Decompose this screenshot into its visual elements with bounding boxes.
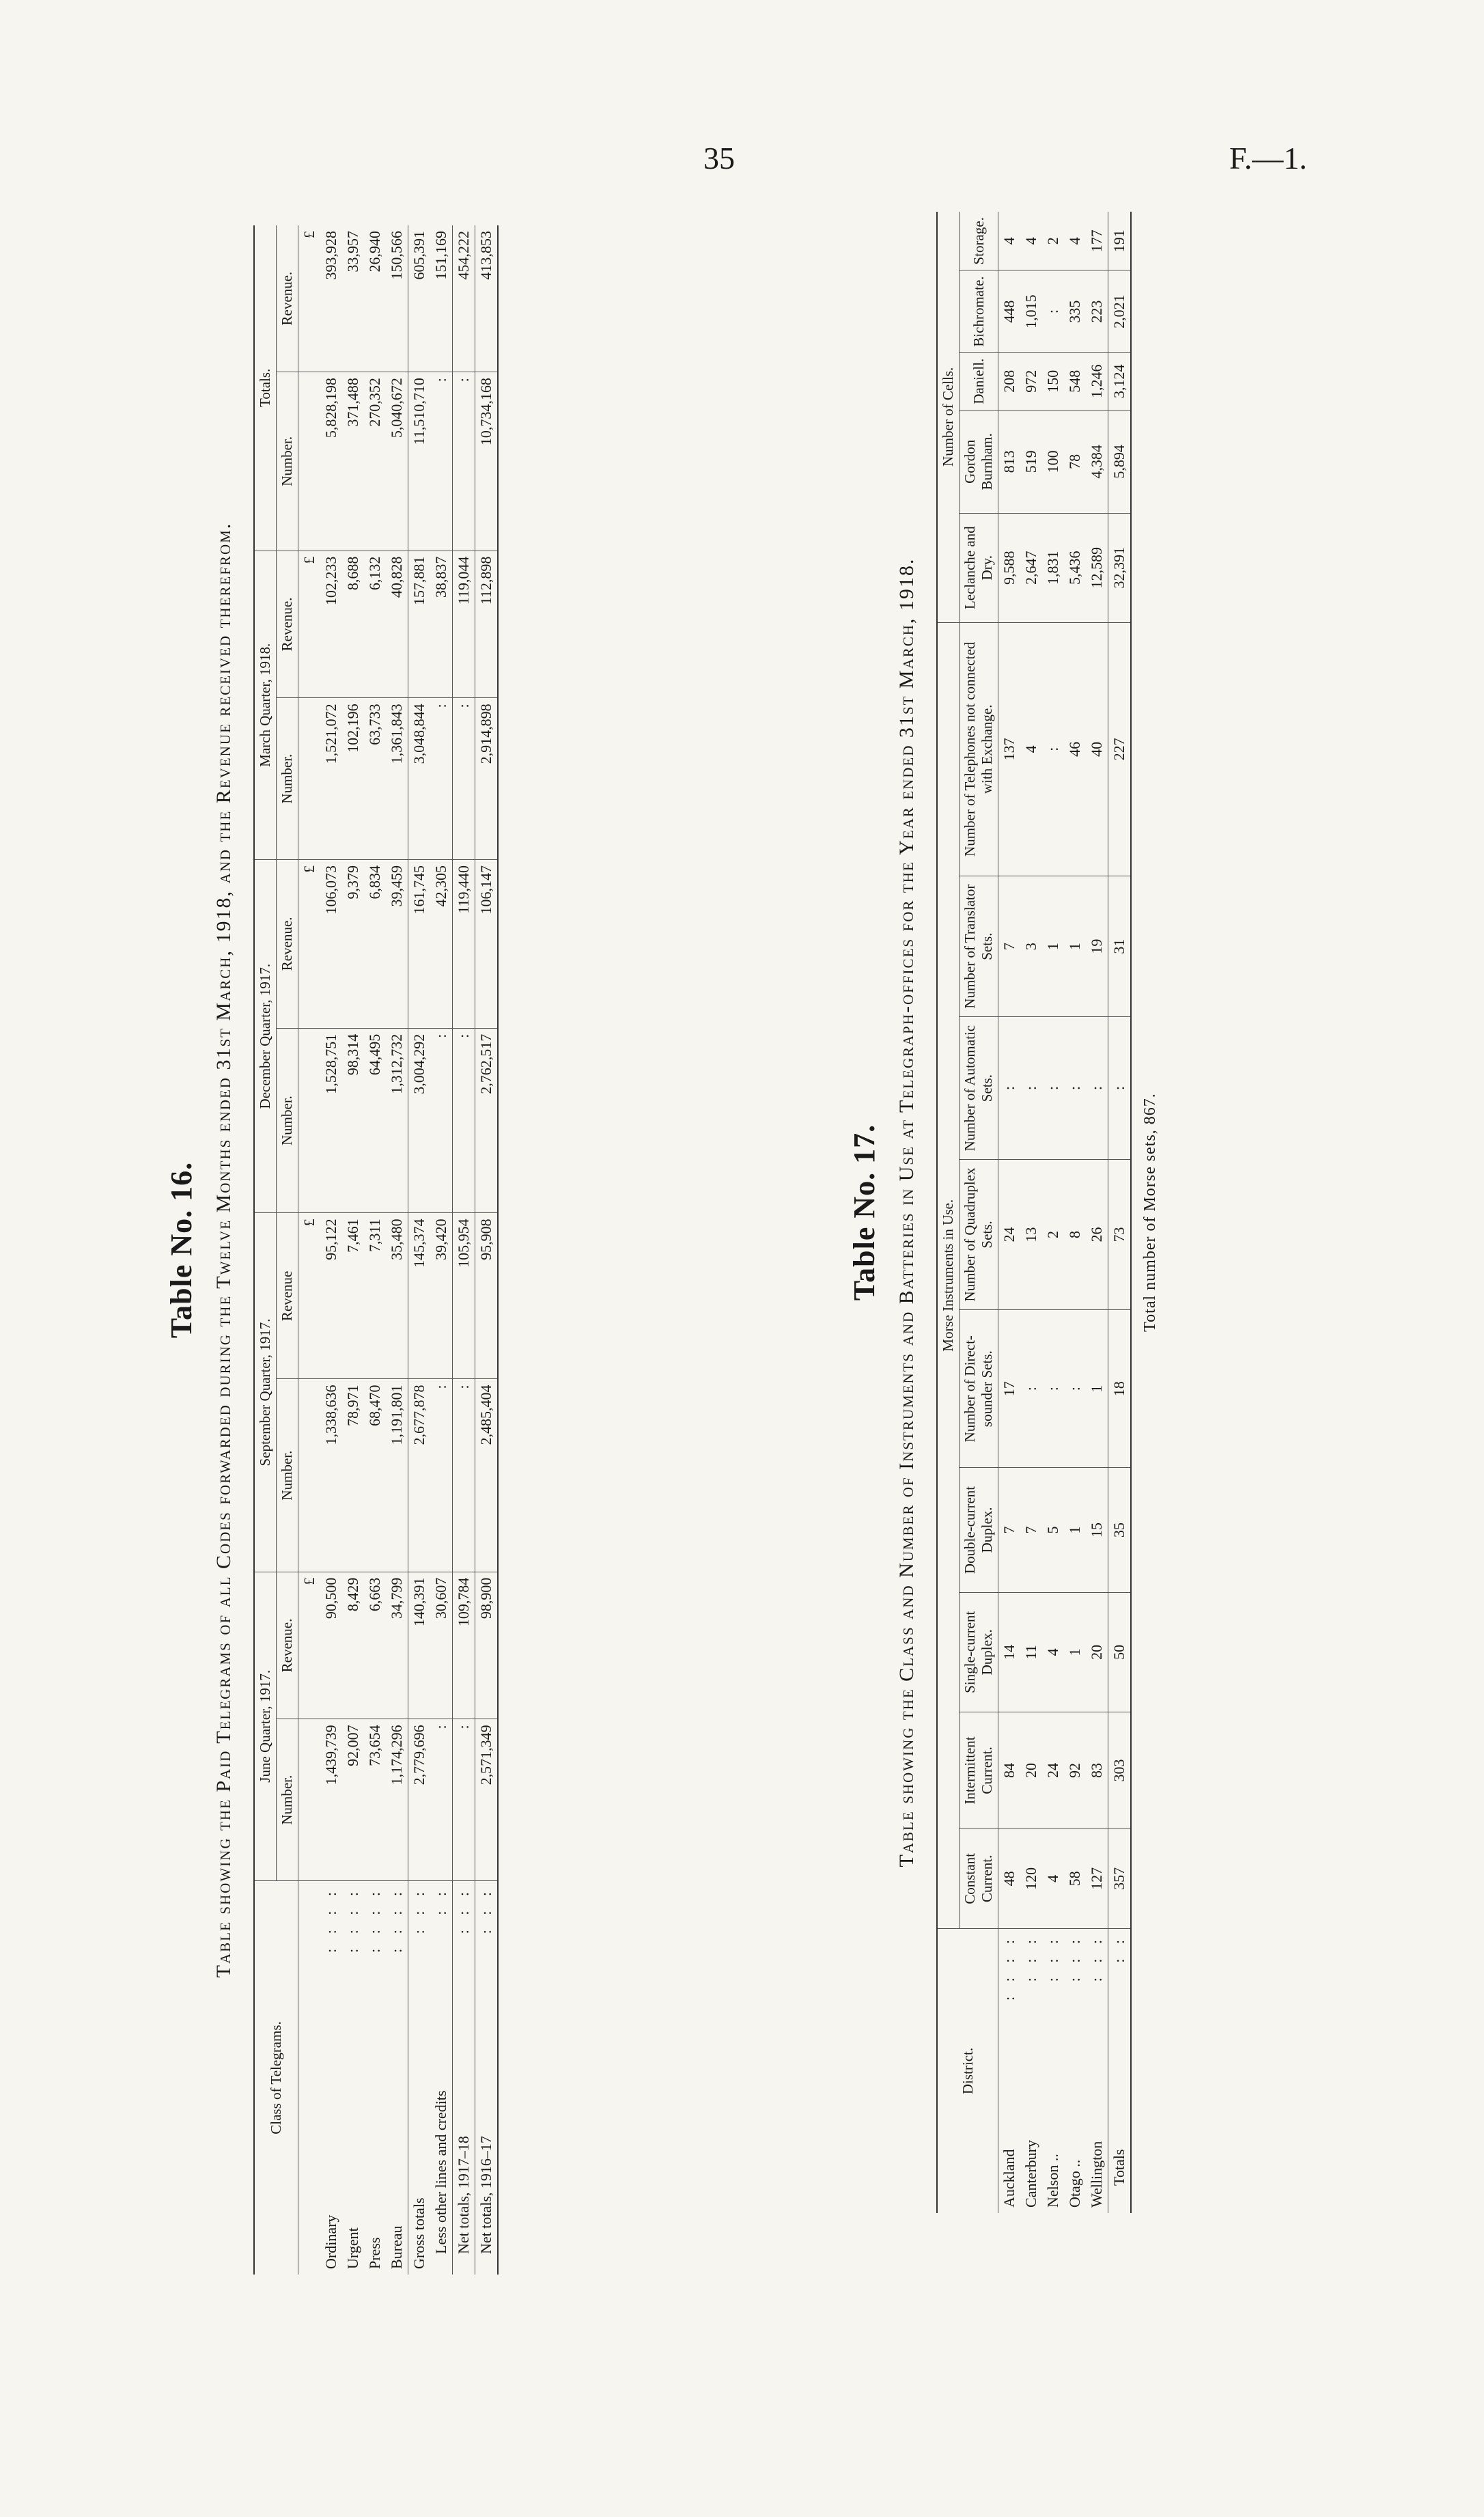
cell-value: 191 bbox=[1108, 212, 1132, 270]
currency-cell bbox=[298, 1028, 321, 1213]
cell-value: 548 bbox=[1064, 352, 1086, 410]
leader-dots: : : : : bbox=[344, 1887, 361, 1953]
cell-value: 972 bbox=[1020, 352, 1042, 410]
cell-value: 34,799 bbox=[386, 1572, 408, 1719]
cell-value: 1 bbox=[1064, 876, 1086, 1017]
cell-value: 6,663 bbox=[364, 1572, 386, 1719]
cell-value: 26,940 bbox=[364, 225, 386, 372]
table-17-block bbox=[847, 212, 1298, 2213]
cell-value: 1,015 bbox=[1020, 270, 1042, 352]
currency-cell: £ bbox=[298, 1213, 321, 1379]
cell-value: 145,374 bbox=[408, 1213, 431, 1379]
cell-value: 7,461 bbox=[342, 1213, 364, 1379]
cell-value: 26 bbox=[1086, 1159, 1108, 1309]
cell-value: 9,379 bbox=[342, 859, 364, 1028]
cell-value: 63,733 bbox=[364, 698, 386, 860]
cell-value: 98,900 bbox=[475, 1572, 499, 1719]
cell-value: 2,677,878 bbox=[408, 1379, 431, 1572]
table-row bbox=[1108, 212, 1132, 2213]
cell-value: 90,500 bbox=[320, 1572, 342, 1719]
cell-value: 46 bbox=[1064, 622, 1086, 876]
cell-value: 100 bbox=[1042, 410, 1064, 513]
cell-value: : bbox=[1086, 1017, 1108, 1160]
table-16-body bbox=[298, 225, 499, 2275]
leader-dots: : : bbox=[1110, 1934, 1128, 1963]
cell-value: 6,834 bbox=[364, 859, 386, 1028]
table-row bbox=[1086, 212, 1108, 2213]
period-header: Totals. bbox=[254, 225, 277, 551]
cell-value: 150 bbox=[1042, 352, 1064, 410]
cell-value: 2,485,404 bbox=[475, 1379, 499, 1572]
cell-value: 9,588 bbox=[998, 513, 1021, 622]
leader-dots: : : bbox=[432, 1887, 449, 1915]
cell-value: 119,044 bbox=[453, 551, 475, 698]
cell-value: 35,480 bbox=[386, 1213, 408, 1379]
cell-value: 8,688 bbox=[342, 551, 364, 698]
cell-value: 1,528,751 bbox=[320, 1028, 342, 1213]
cell-value: 8 bbox=[1064, 1159, 1086, 1309]
cell-value: 1 bbox=[1064, 1592, 1086, 1712]
column-header: Constant Current. bbox=[960, 1828, 998, 1928]
cell-value: 83 bbox=[1086, 1712, 1108, 1829]
revenue-header: Revenue. bbox=[277, 1572, 298, 1719]
leader-dots: : : : bbox=[410, 1887, 428, 1934]
cell-value: 10,734,168 bbox=[475, 372, 499, 551]
currency-cell: £ bbox=[298, 1572, 321, 1719]
row-label bbox=[1020, 1929, 1042, 2214]
cell-value: 7 bbox=[998, 876, 1021, 1017]
row-label bbox=[320, 1881, 342, 2275]
cell-value: 1,312,732 bbox=[386, 1028, 408, 1213]
cell-value: 24 bbox=[1042, 1712, 1064, 1829]
cell-value: 371,488 bbox=[342, 372, 364, 551]
cell-value: 95,908 bbox=[475, 1213, 499, 1379]
cell-value: 8,429 bbox=[342, 1572, 364, 1719]
table-row bbox=[998, 212, 1021, 2213]
row-label bbox=[342, 1881, 364, 2275]
cell-value: 2,571,349 bbox=[475, 1719, 499, 1881]
cell-value: 120 bbox=[1020, 1828, 1042, 1928]
morse-header: Morse Instruments in Use. bbox=[937, 622, 960, 1928]
cell-value: 1 bbox=[1064, 1468, 1086, 1592]
cell-value: 14 bbox=[998, 1592, 1021, 1712]
revenue-header: Revenue bbox=[277, 1213, 298, 1379]
cell-value: 19 bbox=[1086, 876, 1108, 1017]
cell-value: 2,762,517 bbox=[475, 1028, 499, 1213]
cell-value: : bbox=[453, 1719, 475, 1881]
cell-value: 393,928 bbox=[320, 225, 342, 372]
cell-value: 109,784 bbox=[453, 1572, 475, 1719]
cell-value: 4 bbox=[1064, 212, 1086, 270]
column-header: Bichromate. bbox=[960, 270, 998, 352]
table-17-body bbox=[998, 212, 1132, 2213]
cell-value: 92,007 bbox=[342, 1719, 364, 1881]
cell-value: 2,021 bbox=[1108, 270, 1132, 352]
cell-value: 12,589 bbox=[1086, 513, 1108, 622]
cell-value: 84 bbox=[998, 1712, 1021, 1829]
cell-value: 1,338,636 bbox=[320, 1379, 342, 1572]
row-label-text: Auckland bbox=[1000, 2149, 1018, 2208]
leader-dots: : : : bbox=[1022, 1934, 1039, 1982]
row-label bbox=[998, 1929, 1021, 2214]
cell-value: 4 bbox=[1020, 622, 1042, 876]
cell-value: 24 bbox=[998, 1159, 1021, 1309]
cell-value: 3,048,844 bbox=[408, 698, 431, 860]
cell-value: 4 bbox=[1042, 1592, 1064, 1712]
number-header: Number. bbox=[277, 698, 298, 860]
table-16-title: Table No. 16. bbox=[165, 1161, 198, 1339]
cell-value: 73,654 bbox=[364, 1719, 386, 1881]
cell-value: 161,745 bbox=[408, 859, 431, 1028]
cell-value: 48 bbox=[998, 1828, 1021, 1928]
row-label-text: Canterbury bbox=[1022, 2140, 1039, 2208]
row-label bbox=[1108, 1929, 1132, 2214]
row-label-text: Press bbox=[366, 2237, 383, 2269]
cell-value: 157,881 bbox=[408, 551, 431, 698]
cell-value: : bbox=[430, 1379, 453, 1572]
column-header: Number of Direct-sounder Sets. bbox=[960, 1310, 998, 1468]
table-row bbox=[1042, 212, 1064, 2213]
column-header: Intermittent Current. bbox=[960, 1712, 998, 1829]
row-label bbox=[1064, 1929, 1086, 2214]
row-label-text: Net totals, 1916–17 bbox=[477, 2136, 494, 2254]
cell-value: 6,132 bbox=[364, 551, 386, 698]
number-header: Number. bbox=[277, 1028, 298, 1213]
cell-value: 605,391 bbox=[408, 225, 431, 372]
cell-value: 1,439,739 bbox=[320, 1719, 342, 1881]
period-header: June Quarter, 1917. bbox=[254, 1572, 277, 1880]
period-header: September Quarter, 1917. bbox=[254, 1213, 277, 1572]
class-header: Class of Telegrams. bbox=[254, 1881, 298, 2275]
cell-value: 15 bbox=[1086, 1468, 1108, 1592]
cell-value: 127 bbox=[1086, 1828, 1108, 1928]
cell-value: : bbox=[1020, 1017, 1042, 1160]
row-label-text: Less other lines and credits bbox=[432, 2090, 449, 2254]
leader-dots: : : : bbox=[477, 1887, 494, 1934]
cell-value: 2 bbox=[1042, 1159, 1064, 1309]
leader-dots: : : : : bbox=[388, 1887, 405, 1953]
cells-header: Number of Cells. bbox=[937, 212, 960, 622]
cell-value: 20 bbox=[1086, 1592, 1108, 1712]
column-header: Number of Translator Sets. bbox=[960, 876, 998, 1017]
column-header: Number of Automatic Sets. bbox=[960, 1017, 998, 1160]
cell-value: 151,169 bbox=[430, 225, 453, 372]
cell-value: 227 bbox=[1108, 622, 1132, 876]
table-row bbox=[1064, 212, 1086, 2213]
cell-value: : bbox=[1042, 622, 1064, 876]
cell-value: 68,470 bbox=[364, 1379, 386, 1572]
leader-dots: : : : : bbox=[1000, 1934, 1018, 2001]
cell-value: : bbox=[453, 1028, 475, 1213]
cell-value: 223 bbox=[1086, 270, 1108, 352]
currency-cell: £ bbox=[298, 551, 321, 698]
cell-value: 2,647 bbox=[1020, 513, 1042, 622]
cell-value: 1,361,843 bbox=[386, 698, 408, 860]
column-header: Gordon Burnham. bbox=[960, 410, 998, 513]
row-label-text: Bureau bbox=[388, 2225, 405, 2269]
currency-cell: £ bbox=[298, 859, 321, 1028]
table-row bbox=[1020, 212, 1042, 2213]
column-header: Leclanche and Dry. bbox=[960, 513, 998, 622]
cell-value: 112,898 bbox=[475, 551, 499, 698]
column-header: Storage. bbox=[960, 212, 998, 270]
cell-value: 7 bbox=[998, 1468, 1021, 1592]
currency-spacer bbox=[298, 1881, 321, 2275]
row-label bbox=[1086, 1929, 1108, 2214]
cell-value: 335 bbox=[1064, 270, 1086, 352]
column-header: Single-current Duplex. bbox=[960, 1592, 998, 1712]
cell-value: 40,828 bbox=[386, 551, 408, 698]
document-code: F.—1. bbox=[1229, 141, 1307, 176]
column-header: Number of Quadruplex Sets. bbox=[960, 1159, 998, 1309]
cell-value: : bbox=[1064, 1017, 1086, 1160]
cell-value: 42,305 bbox=[430, 859, 453, 1028]
cell-value: 92 bbox=[1064, 1712, 1086, 1829]
cell-value: 18 bbox=[1108, 1310, 1132, 1468]
leader-dots: : : : : bbox=[366, 1887, 383, 1953]
table-17 bbox=[936, 212, 1132, 2213]
cell-value: 73 bbox=[1108, 1159, 1132, 1309]
cell-value: 11 bbox=[1020, 1592, 1042, 1712]
column-header: Daniell. bbox=[960, 352, 998, 410]
cell-value: 1 bbox=[1042, 876, 1064, 1017]
table-row bbox=[430, 225, 453, 2275]
district-header: District. bbox=[937, 1929, 998, 2214]
cell-value: : bbox=[453, 372, 475, 551]
cell-value: : bbox=[1108, 1017, 1132, 1160]
table-row bbox=[342, 225, 364, 2275]
cell-value: 20 bbox=[1020, 1712, 1042, 1829]
row-label bbox=[364, 1881, 386, 2275]
row-label-text: Gross totals bbox=[410, 2197, 428, 2269]
cell-value: 303 bbox=[1108, 1712, 1132, 1829]
cell-value: 78,971 bbox=[342, 1379, 364, 1572]
row-label-text: Ordinary bbox=[322, 2214, 339, 2269]
cell-value: 7,311 bbox=[364, 1213, 386, 1379]
cell-value: 4 bbox=[998, 212, 1021, 270]
cell-value: : bbox=[430, 698, 453, 860]
table-17-footer: Total number of Morse sets, 867. bbox=[1141, 1093, 1159, 1332]
cell-value: : bbox=[430, 1028, 453, 1213]
cell-value: 1,831 bbox=[1042, 513, 1064, 622]
row-label bbox=[475, 1881, 499, 2275]
table-row bbox=[364, 225, 386, 2275]
cell-value: 106,073 bbox=[320, 859, 342, 1028]
table-row bbox=[386, 225, 408, 2275]
cell-value: 35 bbox=[1108, 1468, 1132, 1592]
cell-value: 1,246 bbox=[1086, 352, 1108, 410]
cell-value: 2 bbox=[1042, 212, 1064, 270]
cell-value: 4 bbox=[1020, 212, 1042, 270]
cell-value: 95,122 bbox=[320, 1213, 342, 1379]
column-header: Number of Telephones not connected with Exchange. bbox=[960, 622, 998, 876]
cell-value: 11,510,710 bbox=[408, 372, 431, 551]
revenue-header: Revenue. bbox=[277, 859, 298, 1028]
cell-value: 32,391 bbox=[1108, 513, 1132, 622]
cell-value: 31 bbox=[1108, 876, 1132, 1017]
table-17-title: Table No. 17. bbox=[848, 1124, 881, 1301]
cell-value: 13 bbox=[1020, 1159, 1042, 1309]
number-header: Number. bbox=[277, 372, 298, 551]
cell-value: 140,391 bbox=[408, 1572, 431, 1719]
cell-value: 106,147 bbox=[475, 859, 499, 1028]
cell-value: 1,521,072 bbox=[320, 698, 342, 860]
cell-value: 119,440 bbox=[453, 859, 475, 1028]
cell-value: 150,566 bbox=[386, 225, 408, 372]
revenue-header: Revenue. bbox=[277, 551, 298, 698]
currency-cell bbox=[298, 372, 321, 551]
cell-value: : bbox=[453, 698, 475, 860]
table-17-caption: Table showing the Class and Number of Instruments and Batteries in Use at Telegraph-offices for the Year ended 31st March, 1918. bbox=[895, 557, 918, 1867]
leader-dots: : : : bbox=[1066, 1934, 1083, 1982]
cell-value: 102,196 bbox=[342, 698, 364, 860]
page-number: 35 bbox=[703, 141, 735, 176]
cell-value: 3,004,292 bbox=[408, 1028, 431, 1213]
cell-value: 137 bbox=[998, 622, 1021, 876]
row-label bbox=[1042, 1929, 1064, 2214]
cell-value: 30,607 bbox=[430, 1572, 453, 1719]
cell-value: : bbox=[1042, 270, 1064, 352]
cell-value: 7 bbox=[1020, 1468, 1042, 1592]
cell-value: 413,853 bbox=[475, 225, 499, 372]
cell-value: 1 bbox=[1086, 1310, 1108, 1468]
cell-value: 40 bbox=[1086, 622, 1108, 876]
cell-value: 3,124 bbox=[1108, 352, 1132, 410]
leader-dots: : : : bbox=[1088, 1934, 1105, 1982]
leader-dots: : : : bbox=[455, 1887, 472, 1934]
cell-value: 102,233 bbox=[320, 551, 342, 698]
cell-value: : bbox=[1042, 1310, 1064, 1468]
table-row bbox=[320, 225, 342, 2275]
cell-value: : bbox=[998, 1017, 1021, 1160]
cell-value: 1,174,296 bbox=[386, 1719, 408, 1881]
revenue-header: Revenue. bbox=[277, 225, 298, 372]
currency-cell bbox=[298, 698, 321, 860]
row-label-text: Nelson .. bbox=[1044, 2154, 1061, 2208]
table-16-caption: Table showing the Paid Telegrams of all Codes forwarded during the Twelve Months ended 31st March, 1918, and the Revenue received therefrom. bbox=[212, 522, 235, 1978]
cell-value: 3 bbox=[1020, 876, 1042, 1017]
cell-value: 1,191,801 bbox=[386, 1379, 408, 1572]
cell-value: : bbox=[1064, 1310, 1086, 1468]
cell-value: 39,420 bbox=[430, 1213, 453, 1379]
cell-value: : bbox=[430, 372, 453, 551]
cell-value: 4 bbox=[1042, 1828, 1064, 1928]
row-label-text: Urgent bbox=[344, 2227, 361, 2269]
leader-dots: : : : bbox=[1044, 1934, 1061, 1982]
cell-value: 448 bbox=[998, 270, 1021, 352]
number-header: Number. bbox=[277, 1379, 298, 1572]
cell-value: 5,040,672 bbox=[386, 372, 408, 551]
table-16-block bbox=[164, 225, 656, 2275]
cell-value: 5,436 bbox=[1064, 513, 1086, 622]
currency-cell bbox=[298, 1719, 321, 1881]
cell-value: 5 bbox=[1042, 1468, 1064, 1592]
number-header: Number. bbox=[277, 1719, 298, 1881]
row-label-text: Wellington bbox=[1088, 2141, 1105, 2208]
cell-value: 33,957 bbox=[342, 225, 364, 372]
cell-value: : bbox=[1042, 1017, 1064, 1160]
cell-value: 50 bbox=[1108, 1592, 1132, 1712]
row-label-text: Net totals, 1917–18 bbox=[455, 2136, 472, 2254]
cell-value: 813 bbox=[998, 410, 1021, 513]
row-label-text: Totals bbox=[1110, 2149, 1128, 2186]
cell-value: 17 bbox=[998, 1310, 1021, 1468]
cell-value: : bbox=[1020, 1310, 1042, 1468]
cell-value: : bbox=[453, 1379, 475, 1572]
table-16 bbox=[253, 225, 499, 2275]
cell-value: 177 bbox=[1086, 212, 1108, 270]
cell-value: 2,779,696 bbox=[408, 1719, 431, 1881]
row-label bbox=[430, 1881, 453, 2275]
cell-value: 78 bbox=[1064, 410, 1086, 513]
leader-dots: : : : : bbox=[322, 1887, 339, 1953]
cell-value: : bbox=[430, 1719, 453, 1881]
cell-value: 4,384 bbox=[1086, 410, 1108, 513]
cell-value: 2,914,898 bbox=[475, 698, 499, 860]
table-row bbox=[408, 225, 431, 2275]
cell-value: 39,459 bbox=[386, 859, 408, 1028]
table-row bbox=[475, 225, 499, 2275]
cell-value: 58 bbox=[1064, 1828, 1086, 1928]
column-header: Double-current Duplex. bbox=[960, 1468, 998, 1592]
currency-row bbox=[298, 225, 321, 2275]
currency-cell bbox=[298, 1379, 321, 1572]
cell-value: 64,495 bbox=[364, 1028, 386, 1213]
row-label bbox=[386, 1881, 408, 2275]
cell-value: 38,837 bbox=[430, 551, 453, 698]
cell-value: 270,352 bbox=[364, 372, 386, 551]
period-header: December Quarter, 1917. bbox=[254, 859, 277, 1212]
period-header: March Quarter, 1918. bbox=[254, 551, 277, 859]
cell-value: 5,828,198 bbox=[320, 372, 342, 551]
cell-value: 98,314 bbox=[342, 1028, 364, 1213]
cell-value: 208 bbox=[998, 352, 1021, 410]
currency-cell: £ bbox=[298, 225, 321, 372]
cell-value: 519 bbox=[1020, 410, 1042, 513]
cell-value: 5,894 bbox=[1108, 410, 1132, 513]
row-label bbox=[453, 1881, 475, 2275]
row-label-text: Otago .. bbox=[1066, 2159, 1083, 2208]
table-row bbox=[453, 225, 475, 2275]
cell-value: 105,954 bbox=[453, 1213, 475, 1379]
cell-value: 454,222 bbox=[453, 225, 475, 372]
cell-value: 357 bbox=[1108, 1828, 1132, 1928]
row-label bbox=[408, 1881, 431, 2275]
